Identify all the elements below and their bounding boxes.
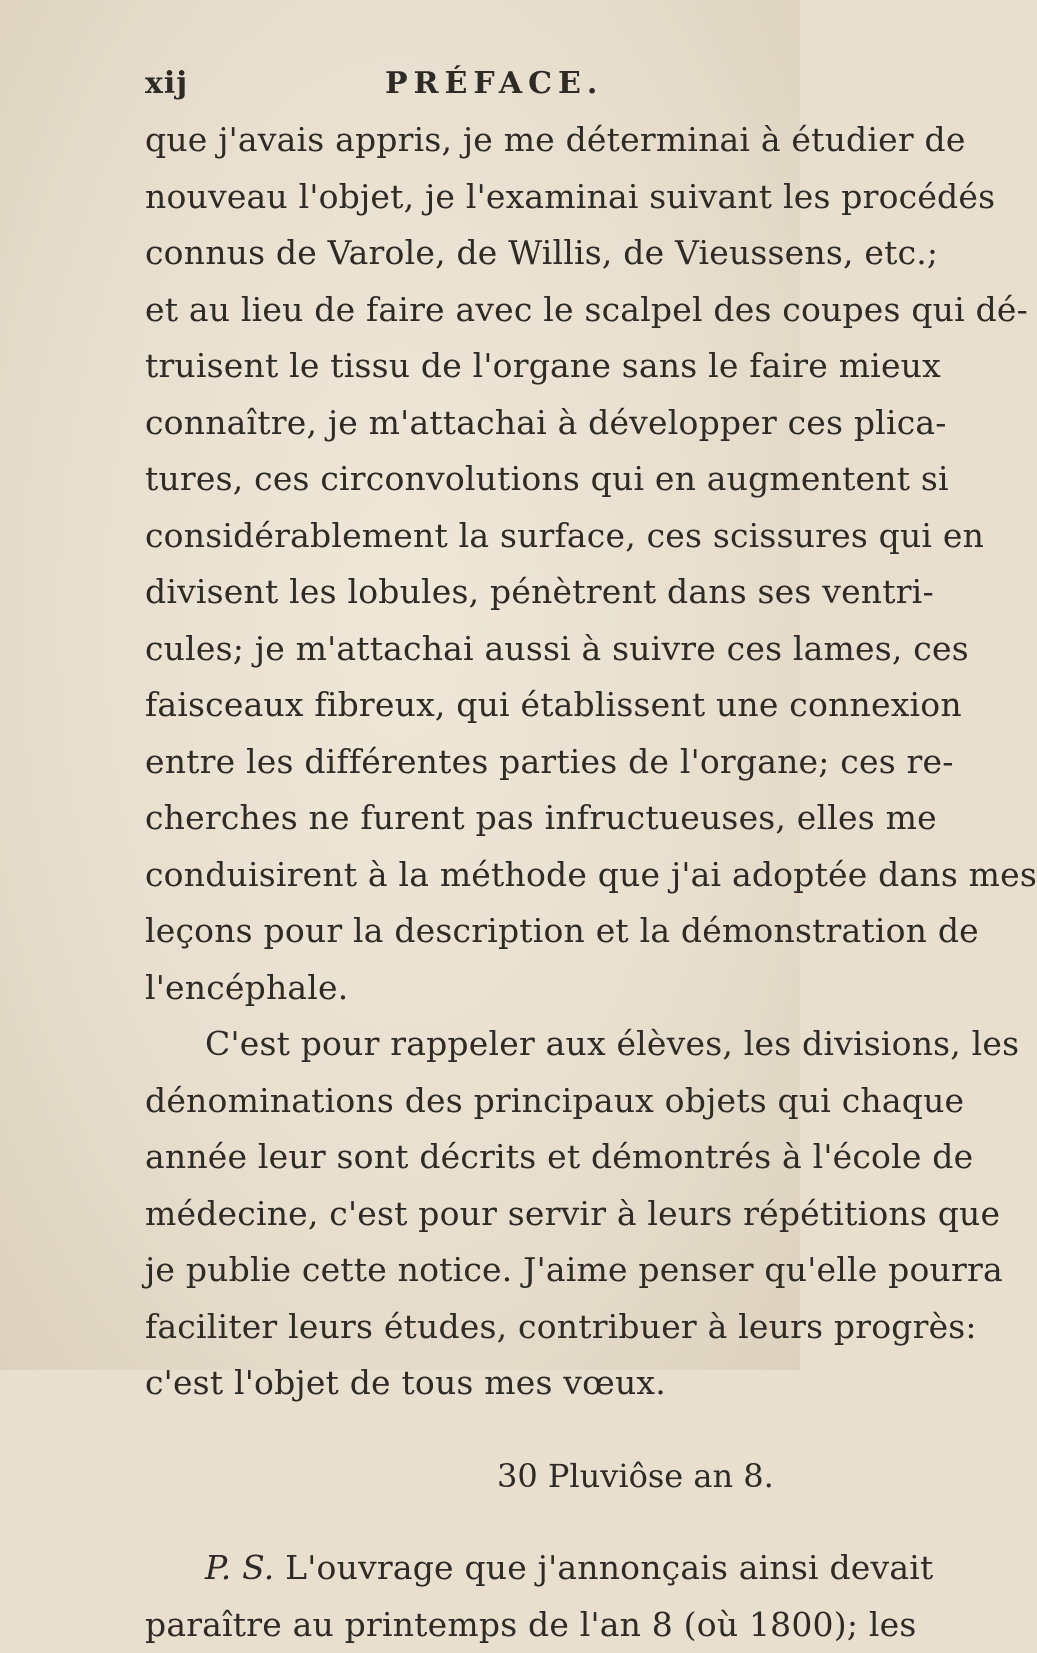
- text-line: médecine, c'est pour servir à leurs répétitions que: [145, 1186, 775, 1243]
- text-line: l'encéphale.: [145, 960, 775, 1017]
- text-line: nouveau l'objet, je l'examinai suivant les procédés: [145, 169, 775, 226]
- page-number: xij: [145, 66, 188, 101]
- text-line: et au lieu de faire avec le scalpel des coupes qui dé-: [145, 282, 775, 339]
- text-line: faisceaux fibreux, qui établissent une connexion: [145, 677, 775, 734]
- text-line: leçons pour la description et la démonstration de: [145, 903, 775, 960]
- body-text: [145, 112, 775, 1653]
- text-line: dénominations des principaux objets qui chaque: [145, 1073, 775, 1130]
- text-line: c'est l'objet de tous mes vœux.: [145, 1355, 775, 1412]
- text-line: truisent le tissu de l'organe sans le faire mieux: [145, 338, 775, 395]
- postscript-label: P. S.: [205, 1548, 274, 1587]
- running-head: PRÉFACE.: [385, 66, 603, 101]
- text-line: faciliter leurs études, contribuer à leurs progrès:: [145, 1299, 775, 1356]
- text-line: connaître, je m'attachai à développer ces plica-: [145, 395, 775, 452]
- page-header: [145, 66, 705, 110]
- spacer: [145, 1504, 775, 1540]
- text-line: année leur sont décrits et démontrés à l'école de: [145, 1129, 775, 1186]
- text-line: cules; je m'attachai aussi à suivre ces lames, ces: [145, 621, 775, 678]
- text-line: connus de Varole, de Willis, de Vieussens, etc.;: [145, 225, 775, 282]
- spacer: [145, 1412, 775, 1448]
- text-line: paraître au printemps de l'an 8 (où 1800); les: [145, 1597, 775, 1653]
- paragraph-1: [145, 112, 775, 1016]
- postscript-text: L'ouvrage que j'annonçais ainsi devait: [285, 1548, 933, 1587]
- text-line: C'est pour rappeler aux élèves, les divisions, les: [145, 1016, 775, 1073]
- text-line: je publie cette notice. J'aime penser qu'elle pourra: [145, 1242, 775, 1299]
- text-line: cherches ne furent pas infructueuses, elles me: [145, 790, 775, 847]
- postscript: [145, 1540, 775, 1653]
- text-line: considérablement la surface, ces scissures qui en: [145, 508, 775, 565]
- date-signature: 30 Pluviôse an 8.: [145, 1448, 775, 1505]
- text-line: entre les différentes parties de l'organe; ces re-: [145, 734, 775, 791]
- text-line: que j'avais appris, je me déterminai à étudier de: [145, 112, 775, 169]
- text-line: tures, ces circonvolutions qui en augmentent si: [145, 451, 775, 508]
- postscript-line: [145, 1540, 775, 1597]
- text-line: divisent les lobules, pénètrent dans ses ventri-: [145, 564, 775, 621]
- text-line: conduisirent à la méthode que j'ai adoptée dans mes: [145, 847, 775, 904]
- paragraph-2: [145, 1016, 775, 1412]
